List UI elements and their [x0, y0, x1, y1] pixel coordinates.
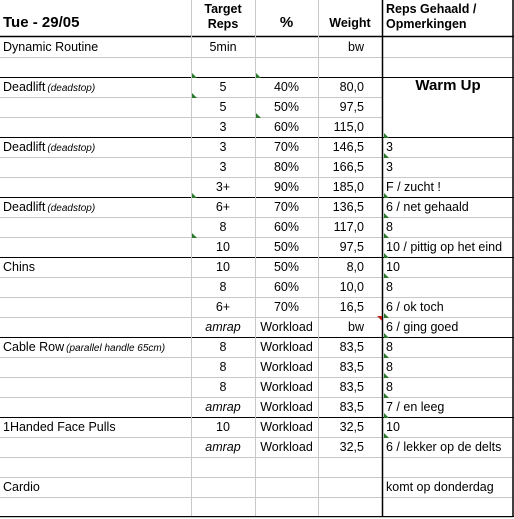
target-reps-cell[interactable]: 5 — [219, 100, 227, 114]
target-reps-cell[interactable]: 8 — [219, 360, 227, 374]
target-reps-cell[interactable]: 8 — [219, 220, 227, 234]
target-reps-cell[interactable] — [191, 497, 255, 517]
exercise-name: Chins — [3, 260, 35, 274]
weight-cell[interactable]: 83,5 — [339, 340, 364, 354]
weight-cell[interactable]: 146,5 — [332, 140, 364, 154]
comment-indicator-icon[interactable] — [384, 213, 389, 218]
header-target-line2: Reps — [207, 17, 239, 31]
comment-indicator-icon[interactable] — [192, 93, 197, 98]
comment-indicator-icon[interactable] — [384, 253, 389, 258]
remark-cell[interactable]: 6 / lekker op de delts — [386, 440, 502, 454]
weight-cell[interactable]: 83,5 — [339, 360, 364, 374]
percent-cell[interactable]: 60% — [273, 220, 300, 234]
exercise-note: (deadstop) — [47, 143, 96, 154]
remark-cell[interactable] — [383, 457, 513, 477]
header-weight[interactable]: Weight — [329, 16, 371, 30]
percent-cell[interactable] — [255, 497, 318, 517]
weight-cell[interactable]: 117,0 — [333, 220, 364, 234]
remark-cell[interactable]: 6 / ok toch — [386, 300, 444, 314]
remark-cell[interactable] — [383, 37, 513, 57]
comment-indicator-icon[interactable] — [256, 73, 261, 78]
header-remarks-line1: Reps Gehaald / — [386, 2, 477, 16]
weight-cell[interactable]: 97,5 — [339, 240, 364, 254]
remark-cell[interactable]: 7 / en leeg — [386, 400, 445, 414]
target-reps-cell[interactable]: 5min — [209, 40, 237, 54]
weight-cell[interactable]: 166,5 — [332, 160, 364, 174]
percent-cell[interactable]: 70% — [273, 300, 300, 314]
target-reps-cell[interactable]: 3 — [219, 120, 227, 134]
remark-cell[interactable]: 6 / ging goed — [386, 320, 459, 334]
exercise-name: Cable Row — [3, 340, 65, 354]
exercise-cell[interactable] — [0, 197, 190, 217]
exercise-name: Deadlift — [3, 140, 46, 154]
exercise-cell[interactable] — [0, 77, 190, 97]
remark-cell[interactable] — [383, 497, 513, 517]
weight-cell[interactable] — [318, 457, 382, 477]
weight-cell[interactable] — [318, 497, 382, 517]
exercise-note: (parallel handle 65cm) — [66, 343, 166, 354]
weight-cell[interactable]: 8,0 — [346, 260, 364, 274]
comment-indicator-icon[interactable] — [384, 193, 389, 198]
exercise-cell[interactable] — [0, 277, 190, 297]
percent-cell[interactable]: 60% — [273, 120, 300, 134]
target-reps-cell[interactable]: 8 — [219, 280, 227, 294]
weight-cell[interactable] — [318, 57, 382, 77]
target-reps-cell[interactable]: 6+ — [215, 300, 231, 314]
exercise-cell[interactable] — [0, 377, 190, 397]
exercise-cell[interactable] — [0, 97, 190, 117]
target-reps-cell[interactable]: amrap — [205, 320, 241, 334]
remark-cell[interactable]: F / zucht ! — [386, 180, 441, 194]
exercise-cell[interactable] — [0, 417, 190, 437]
exercise-name: Deadlift — [3, 80, 46, 94]
comment-indicator-icon[interactable] — [384, 153, 389, 158]
comment-indicator-icon[interactable] — [384, 133, 389, 138]
weight-cell[interactable]: 97,5 — [339, 100, 364, 114]
weight-cell[interactable]: 185,0 — [332, 180, 364, 194]
target-reps-cell[interactable]: 10 — [216, 240, 230, 254]
remark-cell[interactable]: 8 — [386, 380, 393, 394]
sheet-title[interactable]: Tue - 29/05 — [3, 14, 80, 31]
comment-indicator-icon[interactable] — [384, 233, 389, 238]
target-reps-cell[interactable]: 10 — [216, 260, 230, 274]
comment-indicator-icon[interactable] — [384, 313, 389, 318]
target-reps-cell[interactable]: amrap — [205, 400, 241, 414]
target-reps-cell[interactable]: amrap — [205, 440, 241, 454]
target-reps-cell[interactable] — [191, 457, 255, 477]
exercise-cell[interactable] — [0, 437, 190, 457]
weight-cell[interactable]: bw — [348, 40, 364, 54]
target-reps-cell[interactable]: 6+ — [215, 200, 231, 214]
target-reps-cell[interactable] — [191, 57, 255, 77]
exercise-cell[interactable] — [0, 137, 190, 157]
exercise-cell[interactable] — [0, 317, 190, 337]
exercise-name: Deadlift — [3, 200, 46, 214]
remark-cell[interactable]: 3 — [386, 140, 393, 154]
remark-cell[interactable]: 10 — [386, 420, 400, 434]
header-remarks[interactable] — [383, 0, 513, 36]
comment-indicator-icon[interactable] — [377, 316, 382, 321]
weight-cell[interactable]: 10,0 — [339, 280, 364, 294]
warmup-label[interactable]: Warm Up — [415, 77, 481, 94]
exercise-cell[interactable] — [0, 457, 190, 477]
weight-cell[interactable]: 136,5 — [332, 200, 364, 214]
comment-indicator-icon[interactable] — [384, 393, 389, 398]
percent-cell[interactable] — [255, 477, 318, 497]
weight-cell[interactable]: 32,5 — [339, 420, 364, 434]
exercise-cell[interactable] — [0, 177, 190, 197]
percent-cell[interactable] — [255, 457, 318, 477]
exercise-cell[interactable] — [0, 117, 190, 137]
percent-cell[interactable]: 60% — [273, 280, 300, 294]
target-reps-cell[interactable]: 10 — [216, 420, 230, 434]
comment-indicator-icon[interactable] — [192, 193, 197, 198]
exercise-cell[interactable] — [0, 37, 190, 57]
exercise-cell[interactable] — [0, 57, 190, 77]
remark-cell[interactable]: 8 — [386, 360, 393, 374]
percent-cell[interactable]: 40% — [273, 80, 300, 94]
remark-cell[interactable]: 8 — [386, 340, 393, 354]
percent-cell[interactable]: 50% — [273, 240, 300, 254]
target-reps-cell[interactable]: 5 — [219, 80, 227, 94]
remark-cell[interactable]: 10 / pittig op het eind — [386, 240, 503, 254]
percent-cell[interactable]: Workload — [260, 420, 313, 434]
comment-indicator-icon[interactable] — [192, 233, 197, 238]
percent-cell[interactable]: Workload — [260, 360, 313, 374]
comment-indicator-icon[interactable] — [384, 433, 389, 438]
percent-cell[interactable]: Workload — [260, 380, 313, 394]
header-target-reps[interactable] — [191, 0, 255, 36]
percent-cell[interactable]: 90% — [273, 180, 300, 194]
comment-indicator-icon[interactable] — [384, 373, 389, 378]
exercise-cell[interactable] — [0, 477, 190, 497]
exercise-name: Cardio — [3, 480, 40, 494]
exercise-note: (deadstop) — [47, 203, 96, 214]
header-remarks-line2: Opmerkingen — [386, 17, 467, 31]
exercise-cell[interactable] — [0, 237, 190, 257]
percent-cell[interactable]: 70% — [273, 140, 300, 154]
exercise-cell[interactable] — [0, 217, 190, 237]
comment-indicator-icon[interactable] — [384, 413, 389, 418]
percent-cell[interactable] — [255, 57, 318, 77]
percent-cell[interactable]: Workload — [260, 440, 313, 454]
target-reps-cell[interactable]: 3+ — [215, 180, 231, 194]
weight-cell[interactable]: 115,0 — [333, 120, 364, 134]
percent-cell[interactable]: 50% — [273, 260, 300, 274]
percent-cell[interactable]: 70% — [273, 200, 300, 214]
weight-cell[interactable]: 80,0 — [339, 80, 364, 94]
header-percent[interactable]: % — [279, 14, 294, 31]
weight-cell[interactable]: 16,5 — [339, 300, 364, 314]
weight-cell[interactable]: bw — [348, 320, 364, 334]
target-reps-cell[interactable]: 3 — [219, 140, 227, 154]
remark-cell[interactable]: 3 — [386, 160, 393, 174]
remark-cell[interactable]: 10 — [386, 260, 400, 274]
target-reps-cell[interactable] — [191, 477, 255, 497]
percent-cell[interactable]: 50% — [273, 100, 300, 114]
exercise-name: 1Handed Face Pulls — [3, 420, 116, 434]
exercise-cell[interactable] — [0, 257, 190, 277]
header-target-line1: Target — [204, 2, 242, 16]
percent-cell[interactable]: Workload — [260, 340, 313, 354]
weight-cell[interactable]: 32,5 — [339, 440, 364, 454]
remark-cell[interactable]: komt op donderdag — [386, 480, 494, 494]
exercise-cell[interactable] — [0, 397, 190, 417]
target-reps-cell[interactable]: 8 — [219, 340, 227, 354]
exercise-cell[interactable] — [0, 497, 190, 517]
comment-indicator-icon[interactable] — [192, 73, 197, 78]
exercise-cell[interactable] — [0, 157, 190, 177]
percent-cell[interactable] — [255, 37, 318, 57]
exercise-cell[interactable] — [0, 357, 190, 377]
weight-cell[interactable] — [318, 477, 382, 497]
weight-cell[interactable]: 83,5 — [339, 400, 364, 414]
remark-cell[interactable]: 6 / net gehaald — [386, 200, 469, 214]
comment-indicator-icon[interactable] — [384, 333, 389, 338]
comment-indicator-icon[interactable] — [384, 353, 389, 358]
remark-cell[interactable] — [383, 57, 513, 77]
percent-cell[interactable]: Workload — [260, 320, 313, 334]
target-reps-cell[interactable]: 8 — [219, 380, 227, 394]
percent-cell[interactable]: 80% — [273, 160, 300, 174]
target-reps-cell[interactable]: 3 — [219, 160, 227, 174]
comment-indicator-icon[interactable] — [256, 113, 261, 118]
exercise-note: (deadstop) — [47, 83, 96, 94]
remark-cell[interactable]: 8 — [386, 280, 393, 294]
weight-cell[interactable]: 83,5 — [339, 380, 364, 394]
percent-cell[interactable]: Workload — [260, 400, 313, 414]
exercise-cell[interactable] — [0, 297, 190, 317]
remark-cell[interactable]: 8 — [386, 220, 393, 234]
exercise-name: Dynamic Routine — [3, 40, 99, 54]
comment-indicator-icon[interactable] — [384, 273, 389, 278]
exercise-cell[interactable] — [0, 337, 190, 357]
